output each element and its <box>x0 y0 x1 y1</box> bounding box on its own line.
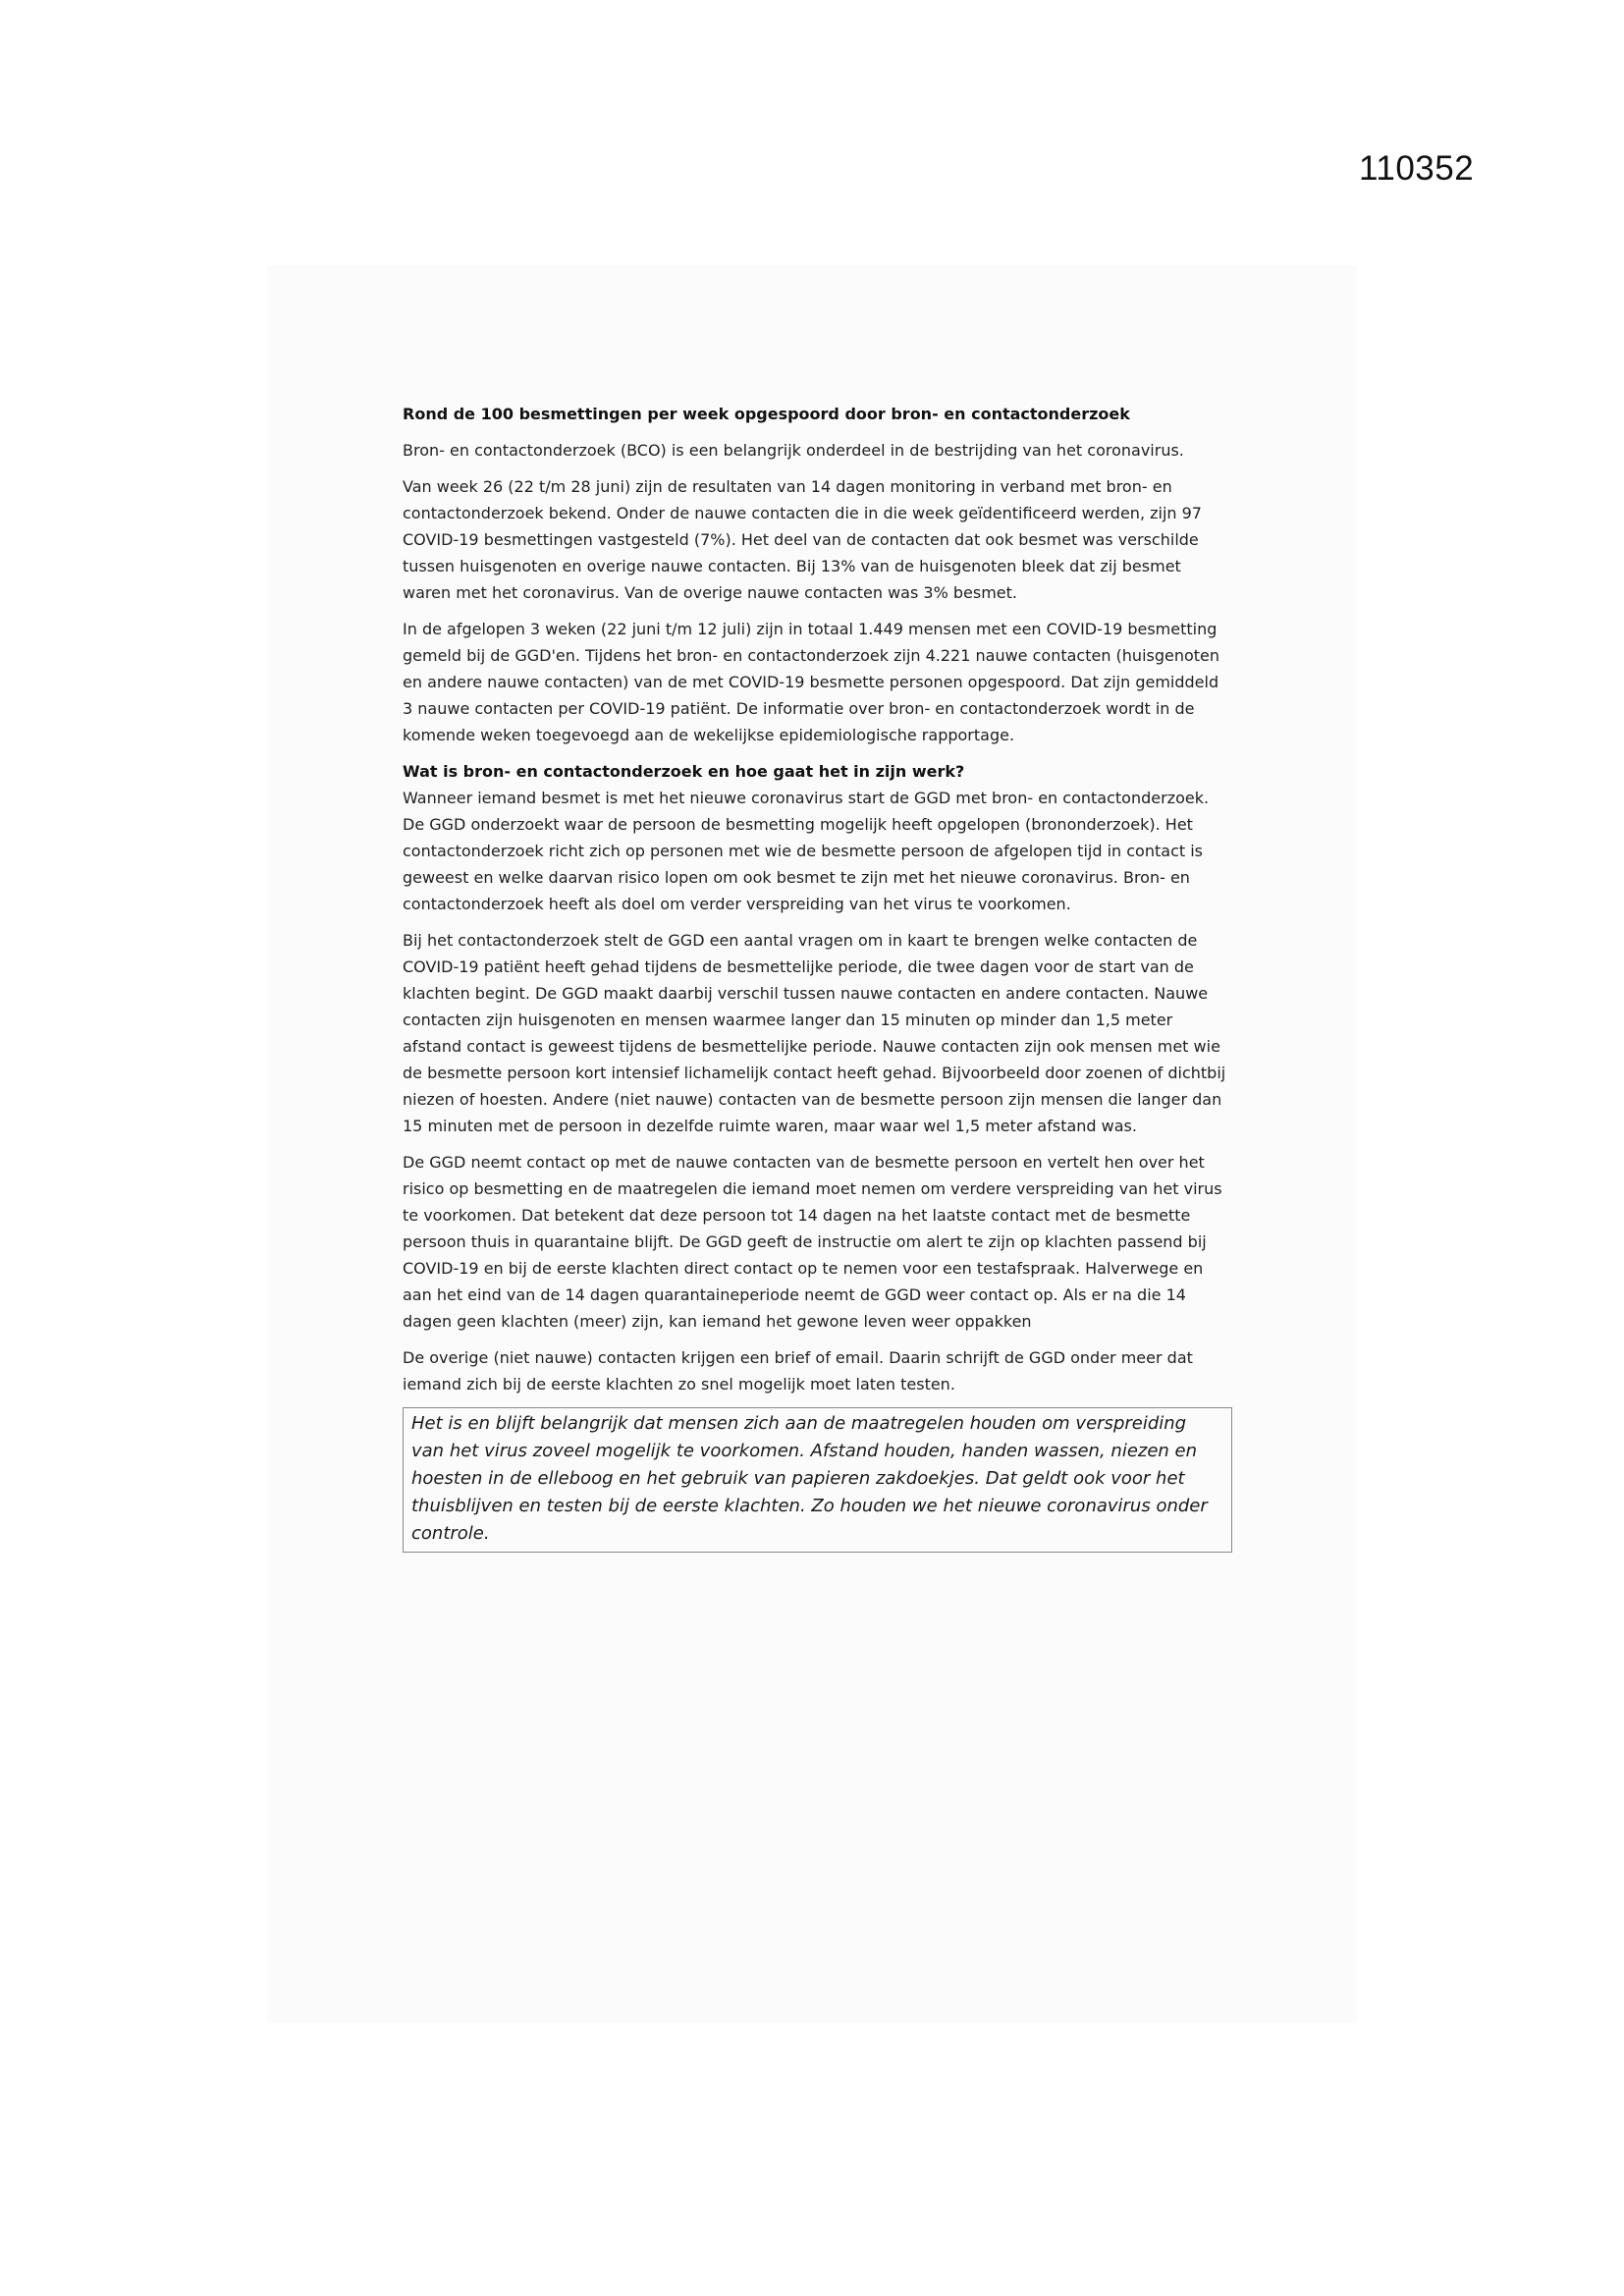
ggd-contact-paragraph: De GGD neemt contact op met de nauwe contacten van de besmette persoon en vertelt hen over het risico op besmetting en de maatregelen die iemand moet nemen om verdere verspreiding van het virus te voorkomen. Dat betekent dat deze persoon tot 14 dagen na het laatste contact met de besmette persoon thuis in quarantaine blijft. De GGD geeft de instructie om alert te zijn op klachten passend bij COVID-19 en bij de eerste klachten direct contact op te nemen voor een testafspraak. Halverwege en aan het eind van de 14 dagen quarantaineperiode neemt de GGD weer contact op. Als er na die 14 dagen geen klachten (meer) zijn, kan iemand het gewone leven weer oppakken <box>403 1153 1222 1331</box>
callout-box: Het is en blijft belangrijk dat mensen zich aan de maatregelen houden om verspreiding van het virus zoveel mogelijk te voorkomen. Afstand houden, handen wassen, niezen en hoesten in de elleboog en het gebruik van papieren zakdoekjes. Dat geldt ook voor het thuisblijven en testen bij de eerste klachten. Zo houden we het nieuwe coronavirus onder controle. <box>403 1407 1232 1553</box>
article-body <box>403 401 1232 1553</box>
other-contacts-paragraph: De overige (niet nauwe) contacten krijgen een brief of email. Daarin schrijft de GGD onder meer dat iemand zich bij de eerste klachten zo snel mogelijk moet laten testen. <box>403 1348 1193 1394</box>
what-is-paragraph: Wanneer iemand besmet is met het nieuwe coronavirus start de GGD met bron- en contactonderzoek. De GGD onderzoekt waar de persoon de besmetting mogelijk heeft opgelopen (brononderzoek). Het contactonderzoek richt zich op personen met wie de besmette persoon de afgelopen tijd in contact is geweest en welke daarvan risico lopen om ook besmet te zijn met het nieuwe coronavirus. Bron- en contactonderzoek heeft als doel om verder verspreiding van het virus te voorkomen. <box>403 789 1210 913</box>
intro-paragraph: Bron- en contactonderzoek (BCO) is een belangrijk onderdeel in de bestrijding van het coronavirus. <box>403 441 1184 460</box>
article-title: Rond de 100 besmettingen per week opgespoord door bron- en contactonderzoek <box>403 405 1130 423</box>
three-weeks-paragraph: In de afgelopen 3 weken (22 juni t/m 12 juli) zijn in totaal 1.449 mensen met een COVID-19 besmetting gemeld bij de GGD'en. Tijdens het bron- en contactonderzoek zijn 4.221 nauwe contacten (huisgenoten en andere nauwe contacten) van de met COVID-19 besmette personen opgespoord. Dat zijn gemiddeld 3 nauwe contacten per COVID-19 patiënt. De informatie over bron- en contactonderzoek wordt in de komende weken toegevoegd aan de wekelijkse epidemiologische rapportage. <box>403 620 1220 744</box>
section-subheading: Wat is bron- en contactonderzoek en hoe gaat het in zijn werk? <box>403 762 965 781</box>
document-id: 110352 <box>1359 149 1475 188</box>
questions-paragraph: Bij het contactonderzoek stelt de GGD een aantal vragen om in kaart te brengen welke contacten de COVID-19 patiënt heeft gehad tijdens de besmettelijke periode, die twee dagen voor de start van de klachten begint. De GGD maakt daarbij verschil tussen nauwe contacten en andere contacten. Nauwe contacten zijn huisgenoten en mensen waarmee langer dan 15 minuten op minder dan 1,5 meter afstand contact is geweest tijdens de besmettelijke periode. Nauwe contacten zijn ook mensen met wie de besmette persoon kort intensief lichamelijk contact heeft gehad. Bijvoorbeeld door zoenen of dichtbij niezen of hoesten. Andere (niet nauwe) contacten van de besmette persoon zijn mensen die langer dan 15 minuten met de persoon in dezelfde ruimte waren, maar waar wel 1,5 meter afstand was. <box>403 931 1226 1135</box>
week26-paragraph: Van week 26 (22 t/m 28 juni) zijn de resultaten van 14 dagen monitoring in verband met bron- en contactonderzoek bekend. Onder de nauwe contacten die in die week geïdentificeerd werden, zijn 97 COVID-19 besmettingen vastgesteld (7%). Het deel van de contacten dat ook besmet was verschilde tussen huisgenoten en overige nauwe contacten. Bij 13% van de huisgenoten bleek dat zij besmet waren met het coronavirus. Van de overige nauwe contacten was 3% besmet. <box>403 477 1202 602</box>
what-is-section <box>403 758 1232 917</box>
